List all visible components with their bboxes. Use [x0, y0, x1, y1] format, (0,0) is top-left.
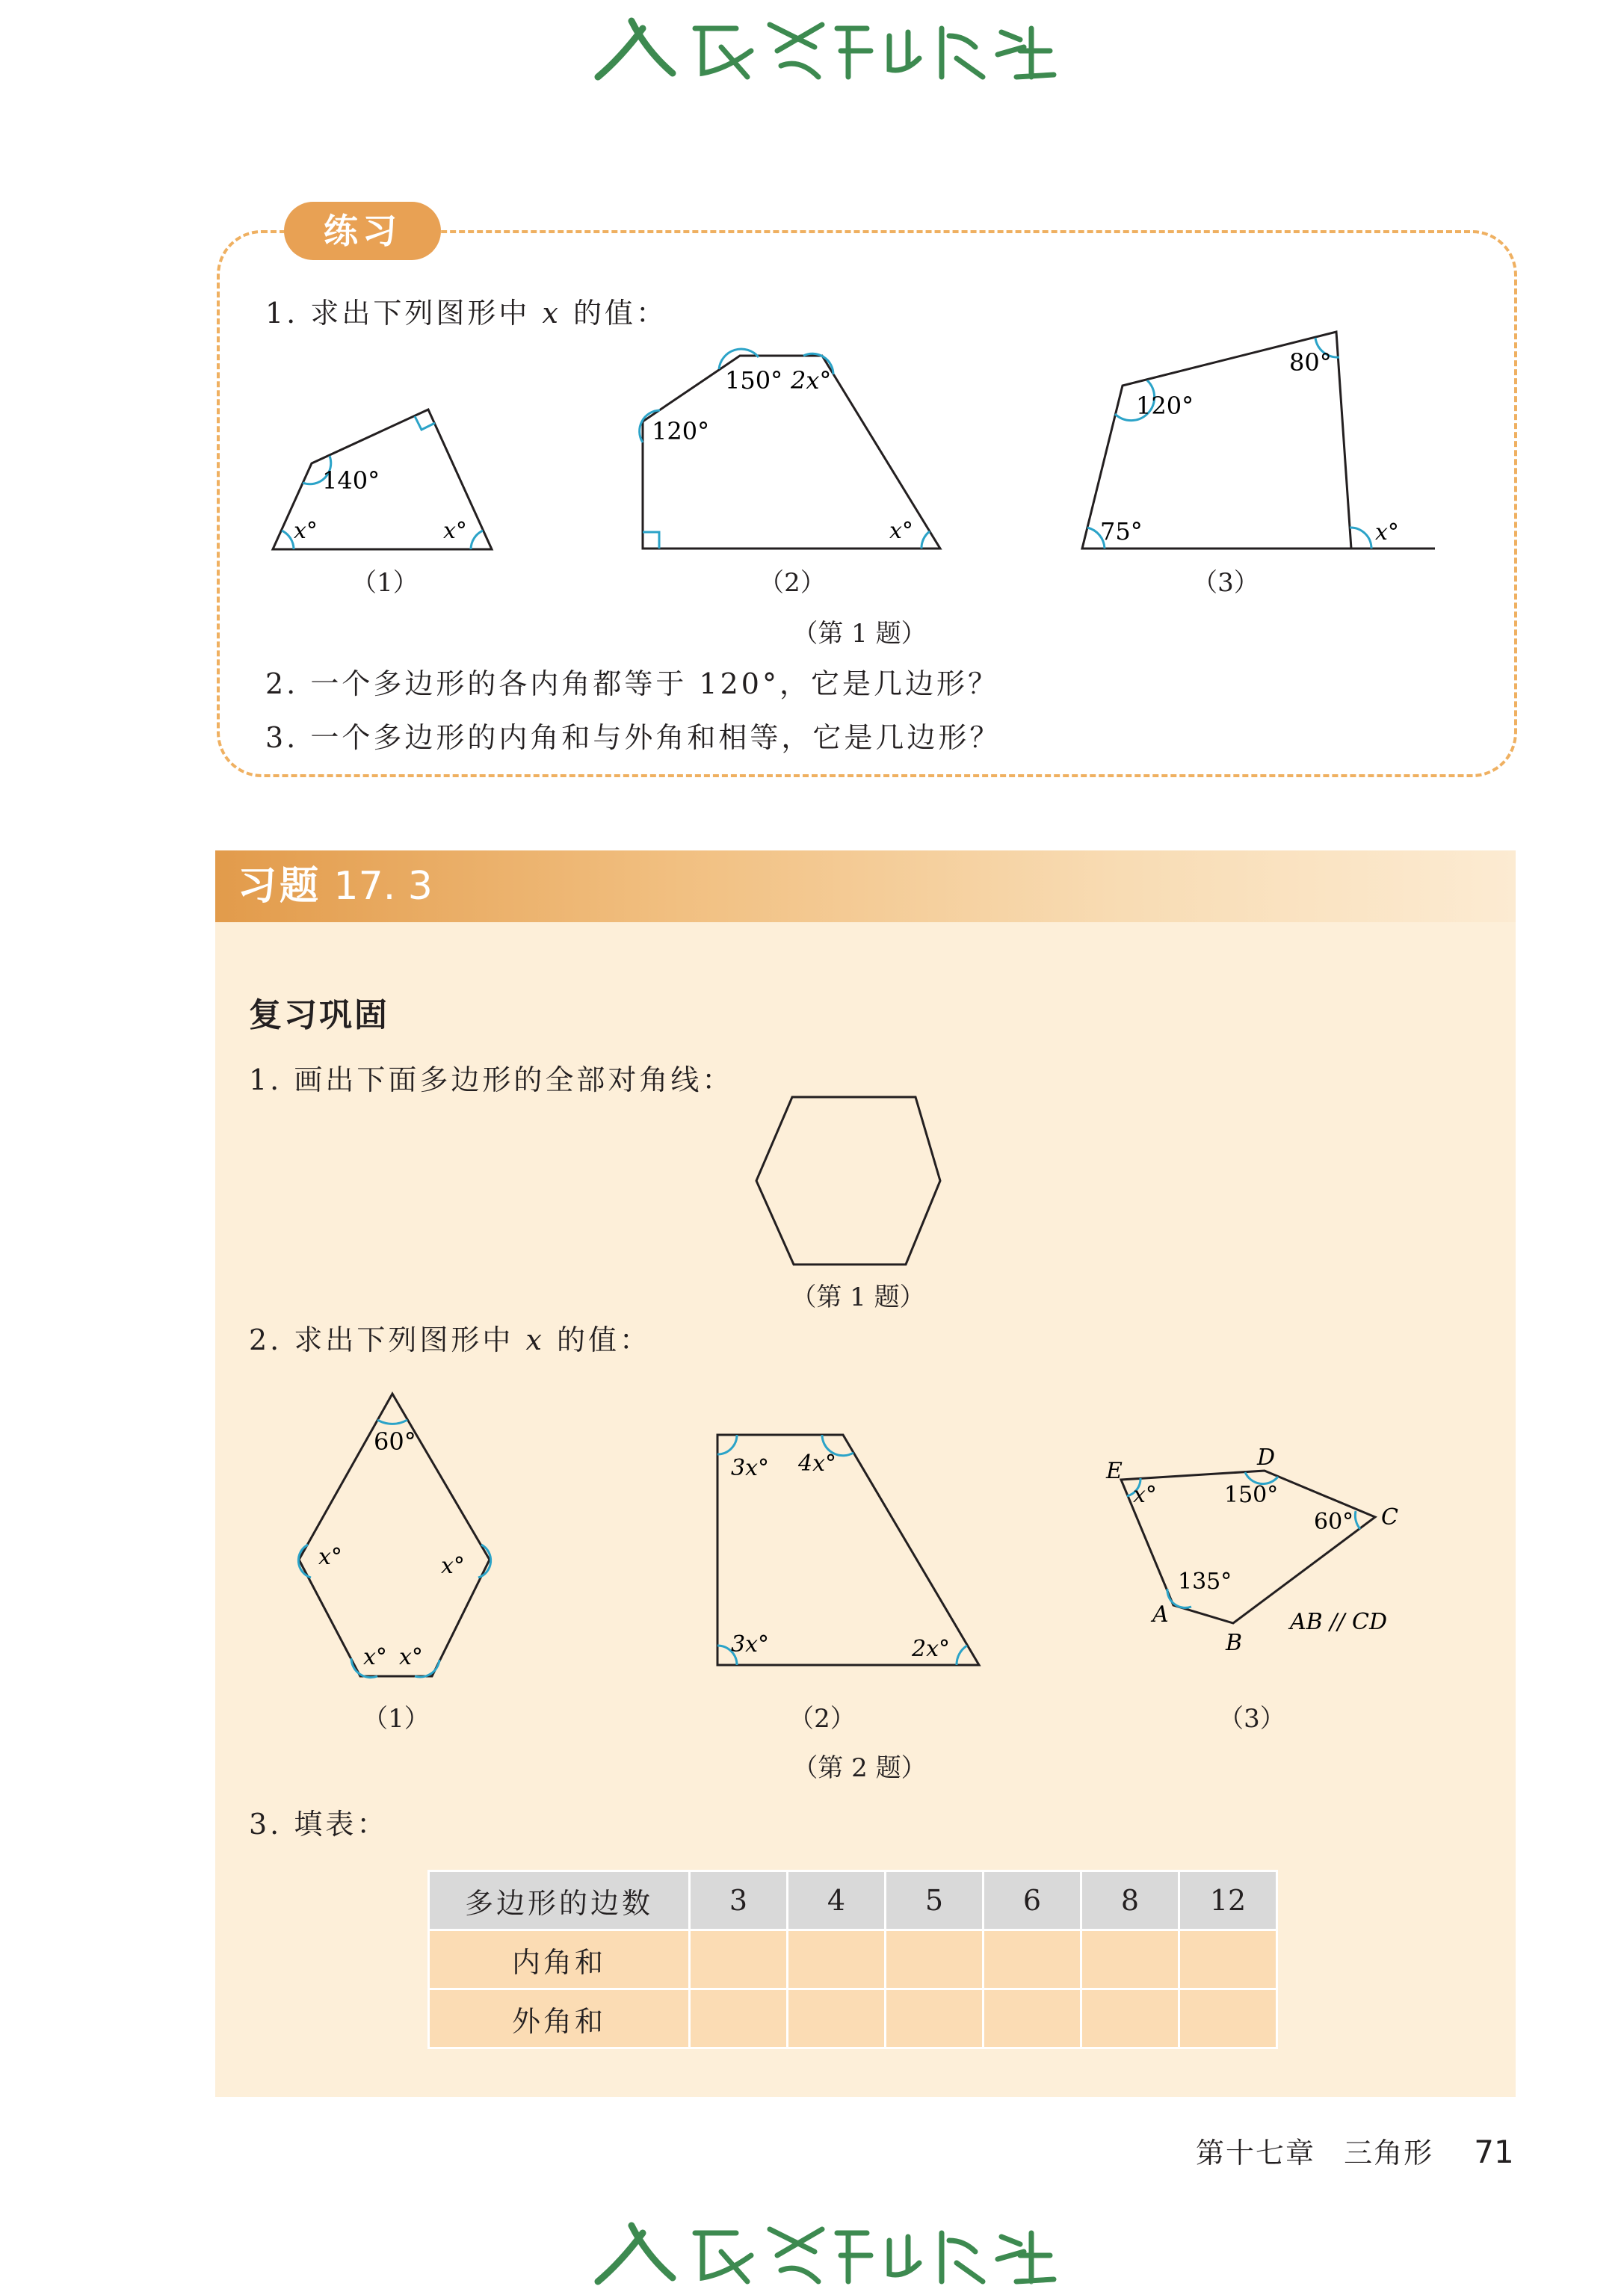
table-cell[interactable]	[1081, 1930, 1179, 1989]
svg-text:人民教育出版社: 人民教育出版社	[800, 2257, 852, 2265]
hexagon-figure	[747, 1091, 949, 1270]
practice-question-2: 2. 一个多边形的各内角都等于 120°，它是几边形？	[265, 667, 999, 700]
table-cell[interactable]	[886, 1930, 984, 1989]
table-cell[interactable]	[788, 1930, 886, 1989]
svg-text:D: D	[1257, 1445, 1276, 1471]
exercise-question-2: 2. 求出下列图形中 x 的值：	[249, 1323, 651, 1356]
footer-section: 三角形	[1344, 2137, 1434, 2169]
table-header-row	[429, 1871, 1277, 1930]
practice-figure-1-caption: （1）	[351, 568, 419, 598]
footer-chapter: 第十七章	[1196, 2137, 1316, 2169]
svg-text:4x°: 4x°	[798, 1451, 837, 1477]
table-cell[interactable]	[984, 1989, 1081, 2048]
svg-text:140°: 140°	[322, 466, 380, 495]
exercise-figure-1-caption: （第 1 题）	[791, 1282, 925, 1312]
table-cell[interactable]	[788, 1989, 886, 2048]
practice-figure-3-caption: （3）	[1192, 568, 1259, 598]
exercise-figures-caption: （第 2 题）	[792, 1753, 927, 1783]
table-row	[429, 1930, 1277, 1989]
svg-text:x°: x°	[1133, 1482, 1157, 1508]
svg-text:x°: x°	[399, 1644, 423, 1670]
table-header-cell: 8	[1081, 1871, 1179, 1930]
table-row-label: 内角和	[429, 1930, 690, 1989]
svg-text:B: B	[1226, 1630, 1243, 1656]
table-cell[interactable]	[1179, 1989, 1277, 2048]
svg-text:3x°: 3x°	[731, 1455, 770, 1481]
svg-text:x°: x°	[443, 518, 467, 544]
svg-text:x°: x°	[1375, 519, 1399, 546]
exercise-figure-3	[1099, 1442, 1427, 1667]
svg-text:3x°: 3x°	[731, 1631, 770, 1658]
exercise-figure-1	[291, 1386, 501, 1685]
exercise-question-1: 1. 画出下面多边形的全部对角线：	[249, 1063, 734, 1096]
svg-text:120°: 120°	[652, 417, 710, 445]
exercise-subtitle: 复习巩固	[249, 996, 389, 1034]
svg-text:75°: 75°	[1100, 517, 1143, 546]
svg-text:x°: x°	[441, 1553, 465, 1579]
svg-text:150°: 150°	[725, 366, 783, 395]
svg-text:AB // CD: AB // CD	[1290, 1609, 1388, 1635]
practice-figure-1	[265, 404, 504, 560]
svg-text:x°: x°	[363, 1644, 387, 1670]
table-header-cell: 6	[984, 1871, 1081, 1930]
table-row-label: 外角和	[429, 1989, 690, 2048]
svg-text:60°: 60°	[1314, 1509, 1354, 1535]
exercise-figure-2a-caption: （2）	[788, 1704, 856, 1734]
table-row	[429, 1989, 1277, 2048]
publisher-logo	[590, 6, 1061, 88]
polygon-angle-table	[427, 1870, 1278, 2049]
svg-text:x°: x°	[294, 518, 318, 544]
table-cell[interactable]	[984, 1930, 1081, 1989]
svg-text:人民教育出版社: 人民教育出版社	[800, 52, 852, 61]
svg-text:x°: x°	[889, 518, 913, 544]
svg-text:E: E	[1106, 1458, 1123, 1484]
svg-text:60°: 60°	[374, 1427, 416, 1456]
publisher-logo-bottom	[590, 2211, 1061, 2293]
practice-tag: 练习	[284, 202, 441, 260]
svg-text:120°: 120°	[1136, 392, 1194, 420]
practice-question-3: 3. 一个多边形的内角和与外角和相等，它是几边形？	[265, 721, 1001, 754]
svg-text:C: C	[1381, 1504, 1398, 1530]
table-cell[interactable]	[1179, 1930, 1277, 1989]
exercise-title: 习题 17. 3	[238, 864, 433, 909]
practice-figure-2-caption: （2）	[759, 568, 826, 598]
exercise-figure-2	[710, 1427, 987, 1674]
svg-text:80°: 80°	[1289, 348, 1332, 377]
svg-text:2x°: 2x°	[791, 366, 832, 395]
practice-figure-2	[635, 348, 949, 557]
svg-text:x°: x°	[318, 1544, 342, 1570]
svg-text:2x°: 2x°	[912, 1636, 951, 1662]
table-cell[interactable]	[690, 1930, 788, 1989]
table-header-cell: 4	[788, 1871, 886, 1930]
page-number: 71	[1474, 2134, 1514, 2170]
table-cell[interactable]	[690, 1989, 788, 2048]
practice-figure-3	[1076, 326, 1442, 557]
exercise-figure-3a-caption: （3）	[1218, 1704, 1285, 1734]
exercise-question-3: 3. 填表：	[249, 1808, 389, 1841]
table-header-cell: 多边形的边数	[429, 1871, 690, 1930]
table-cell[interactable]	[1081, 1989, 1179, 2048]
table-cell[interactable]	[886, 1989, 984, 2048]
table-header-cell: 5	[886, 1871, 984, 1930]
practice-figures-caption: （第 1 题）	[792, 619, 927, 649]
page-footer	[1196, 2130, 1514, 2171]
svg-text:150°: 150°	[1224, 1482, 1279, 1508]
exercise-figure-1a-caption: （1）	[362, 1704, 430, 1734]
practice-question-1: 1. 求出下列图形中 x 的值：	[265, 297, 667, 330]
svg-text:A: A	[1152, 1601, 1169, 1628]
svg-text:135°: 135°	[1178, 1569, 1232, 1595]
table-header-cell: 3	[690, 1871, 788, 1930]
table-header-cell: 12	[1179, 1871, 1277, 1930]
